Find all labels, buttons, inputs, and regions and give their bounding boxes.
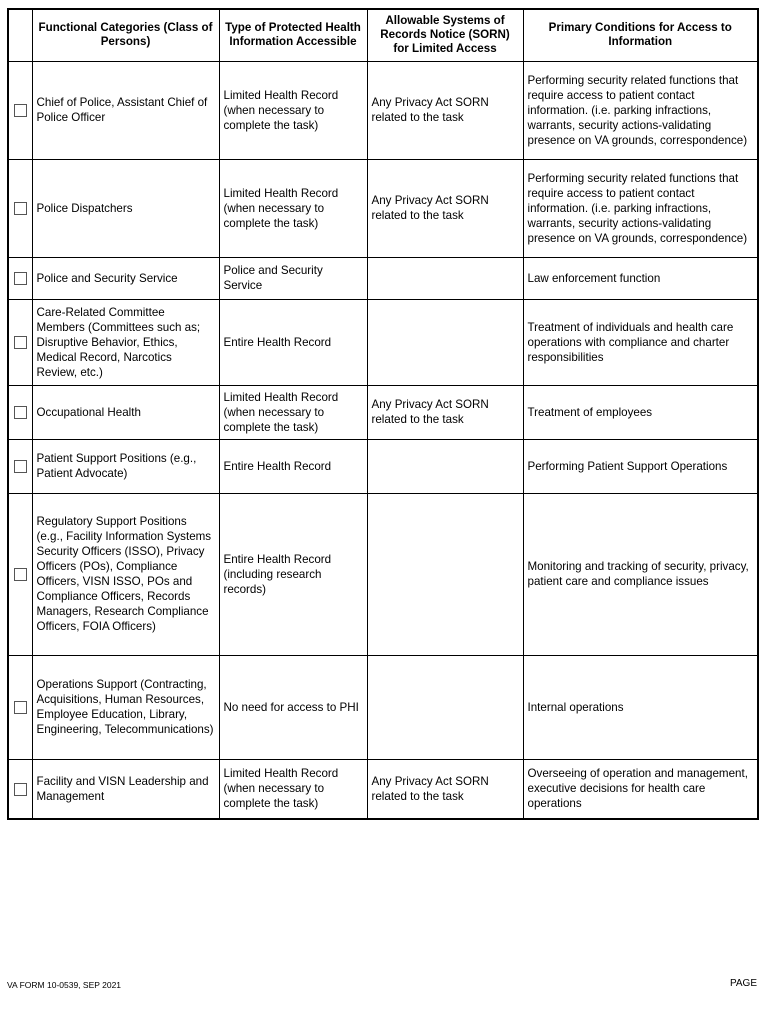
table-row bbox=[8, 439, 758, 493]
table-row bbox=[8, 299, 758, 385]
checkbox-column-header bbox=[8, 9, 32, 61]
table-row bbox=[8, 385, 758, 439]
category-cell: Police and Security Service bbox=[32, 257, 219, 299]
conditions-cell: Overseeing of operation and management, executive decisions for health care operations bbox=[523, 759, 758, 819]
row-checkbox[interactable] bbox=[14, 568, 27, 581]
phi-cell: Entire Health Record (including research records) bbox=[219, 493, 367, 655]
phi-cell: Entire Health Record bbox=[219, 439, 367, 493]
row-checkbox[interactable] bbox=[14, 202, 27, 215]
row-checkbox[interactable] bbox=[14, 460, 27, 473]
table-row bbox=[8, 257, 758, 299]
sorn-cell bbox=[367, 493, 523, 655]
category-cell: Patient Support Positions (e.g., Patient Advocate) bbox=[32, 439, 219, 493]
table-row bbox=[8, 759, 758, 819]
row-checkbox[interactable] bbox=[14, 272, 27, 285]
row-checkbox-cell bbox=[8, 759, 32, 819]
header-functional-categories: Functional Categories (Class of Persons) bbox=[32, 9, 219, 61]
phi-cell: Police and Security Service bbox=[219, 257, 367, 299]
phi-cell: Limited Health Record (when necessary to complete the task) bbox=[219, 159, 367, 257]
conditions-cell: Performing security related functions that require access to patient contact information. (i.e. parking infractions, warrants, security actions-validating presence on VA grounds, correspondence) bbox=[523, 159, 758, 257]
header-conditions: Primary Conditions for Access to Information bbox=[523, 9, 758, 61]
row-checkbox-cell bbox=[8, 439, 32, 493]
phi-cell: Limited Health Record (when necessary to complete the task) bbox=[219, 759, 367, 819]
sorn-cell: Any Privacy Act SORN related to the task bbox=[367, 759, 523, 819]
header-sorn: Allowable Systems of Records Notice (SORN) for Limited Access bbox=[367, 9, 523, 61]
sorn-cell bbox=[367, 299, 523, 385]
phi-cell: Limited Health Record (when necessary to complete the task) bbox=[219, 385, 367, 439]
table-row bbox=[8, 655, 758, 759]
row-checkbox[interactable] bbox=[14, 406, 27, 419]
header-phi-type: Type of Protected Health Information Accessible bbox=[219, 9, 367, 61]
table-row bbox=[8, 61, 758, 159]
access-table bbox=[7, 8, 759, 820]
row-checkbox-cell bbox=[8, 493, 32, 655]
sorn-cell: Any Privacy Act SORN related to the task bbox=[367, 385, 523, 439]
sorn-cell bbox=[367, 655, 523, 759]
category-cell: Operations Support (Contracting, Acquisitions, Human Resources, Employee Education, Library, Engineering, Telecommunications) bbox=[32, 655, 219, 759]
conditions-cell: Internal operations bbox=[523, 655, 758, 759]
row-checkbox[interactable] bbox=[14, 336, 27, 349]
category-cell: Occupational Health bbox=[32, 385, 219, 439]
conditions-cell: Performing security related functions that require access to patient contact information. (i.e. parking infractions, warrants, security actions-validating presence on VA grounds, correspondence) bbox=[523, 61, 758, 159]
table-row bbox=[8, 159, 758, 257]
sorn-cell: Any Privacy Act SORN related to the task bbox=[367, 61, 523, 159]
conditions-cell: Treatment of individuals and health care operations with compliance and charter responsibilities bbox=[523, 299, 758, 385]
sorn-cell bbox=[367, 439, 523, 493]
header-row bbox=[8, 9, 758, 61]
phi-cell: Limited Health Record (when necessary to complete the task) bbox=[219, 61, 367, 159]
conditions-cell: Performing Patient Support Operations bbox=[523, 439, 758, 493]
form-id: VA FORM 10-0539, SEP 2021 bbox=[7, 980, 122, 990]
conditions-cell: Treatment of employees bbox=[523, 385, 758, 439]
category-cell: Police Dispatchers bbox=[32, 159, 219, 257]
sorn-cell bbox=[367, 257, 523, 299]
conditions-cell: Law enforcement function bbox=[523, 257, 758, 299]
row-checkbox-cell bbox=[8, 257, 32, 299]
category-cell: Facility and VISN Leadership and Management bbox=[32, 759, 219, 819]
row-checkbox-cell bbox=[8, 299, 32, 385]
row-checkbox[interactable] bbox=[14, 783, 27, 796]
sorn-cell: Any Privacy Act SORN related to the task bbox=[367, 159, 523, 257]
phi-cell: No need for access to PHI bbox=[219, 655, 367, 759]
conditions-cell: Monitoring and tracking of security, privacy, patient care and compliance issues bbox=[523, 493, 758, 655]
row-checkbox[interactable] bbox=[14, 701, 27, 714]
table-row bbox=[8, 493, 758, 655]
row-checkbox-cell bbox=[8, 61, 32, 159]
category-cell: Chief of Police, Assistant Chief of Police Officer bbox=[32, 61, 219, 159]
row-checkbox-cell bbox=[8, 655, 32, 759]
category-cell: Care-Related Committee Members (Committees such as; Disruptive Behavior, Ethics, Medical Record, Narcotics Review, etc.) bbox=[32, 299, 219, 385]
page-label: PAGE bbox=[729, 978, 757, 989]
row-checkbox-cell bbox=[8, 159, 32, 257]
phi-cell: Entire Health Record bbox=[219, 299, 367, 385]
row-checkbox-cell bbox=[8, 385, 32, 439]
row-checkbox[interactable] bbox=[14, 104, 27, 117]
category-cell: Regulatory Support Positions (e.g., Facility Information Systems Security Officers (ISSO), Privacy Officers (POs), Compliance Officers, VISN ISSO, POs and Compliance Officers, Records Managers, Research Compliance Officers, FOIA Officers) bbox=[32, 493, 219, 655]
